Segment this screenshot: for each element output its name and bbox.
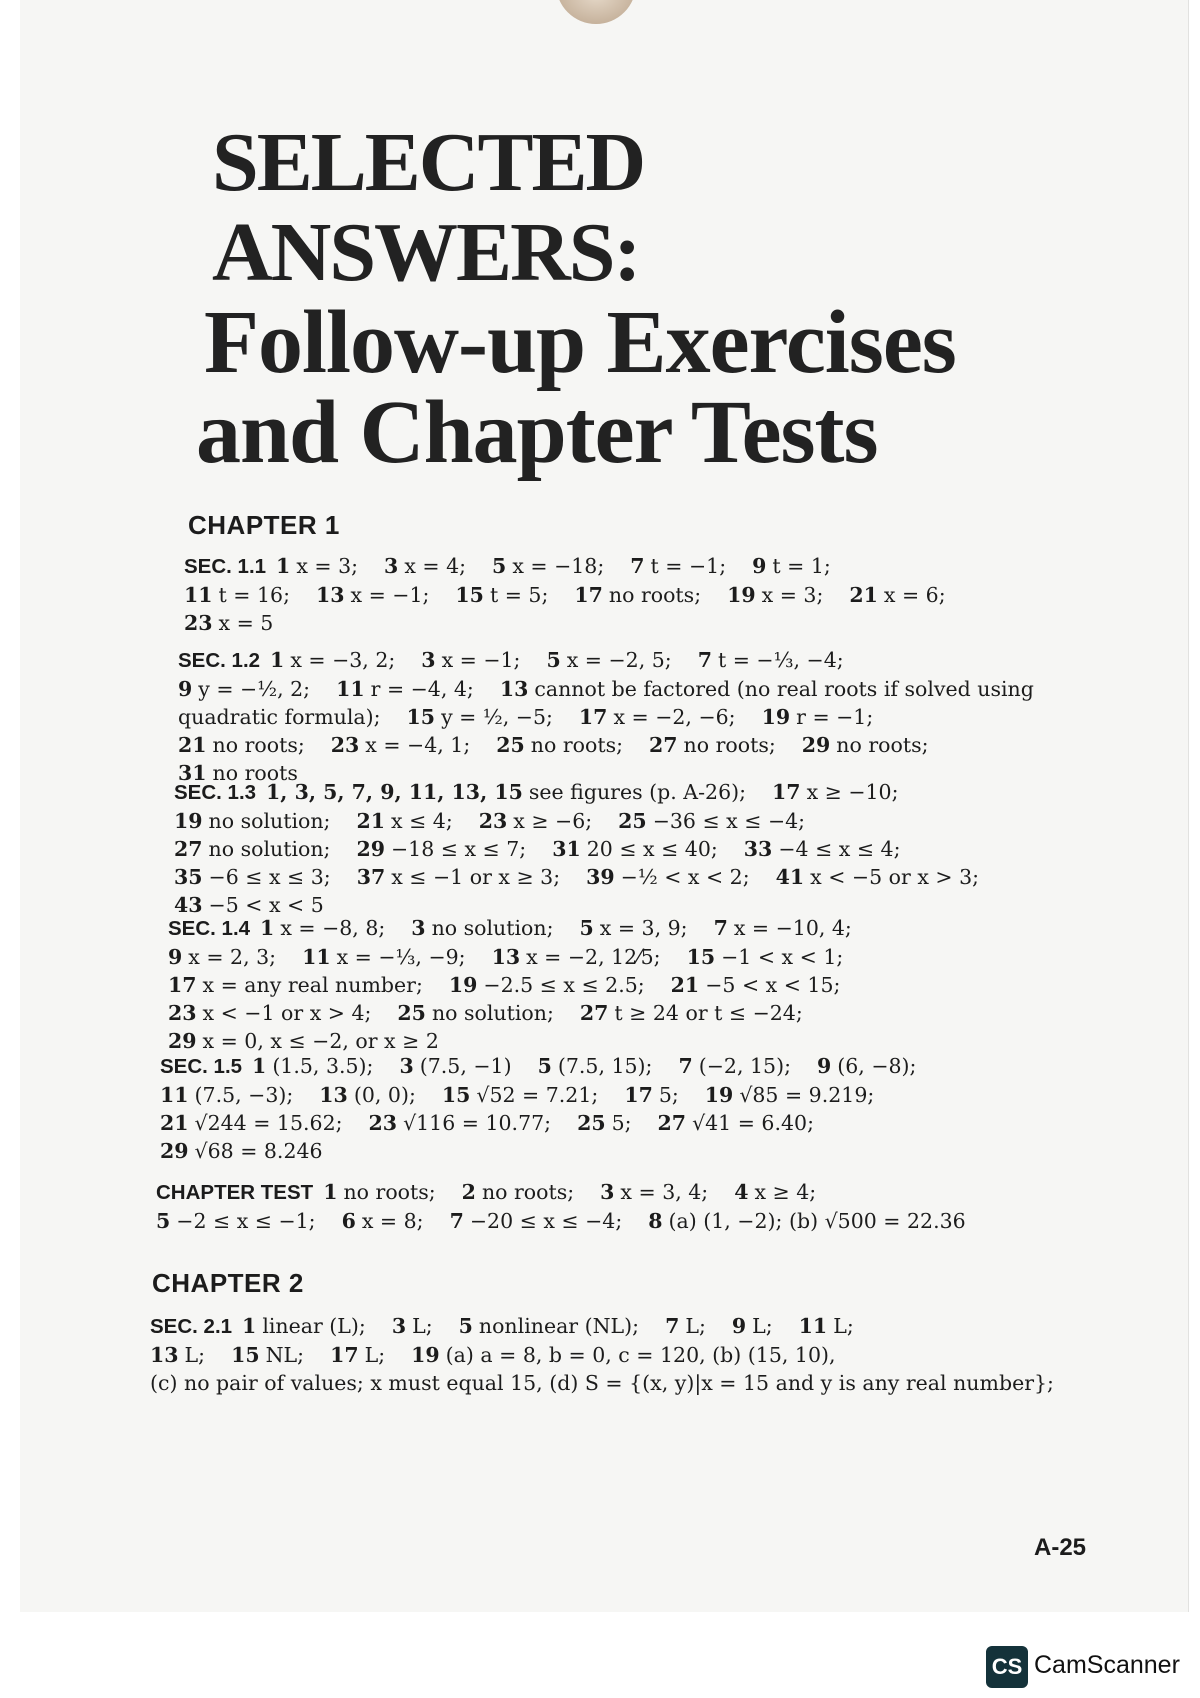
answer: no solution;	[431, 916, 554, 940]
answer-number: 6	[341, 1209, 356, 1233]
answer: no solution;	[208, 837, 331, 861]
answer-number: 13	[499, 677, 529, 701]
answer: x = 3, 9;	[599, 916, 688, 940]
section-2-1	[150, 1312, 1080, 1397]
answer: t = −⅓, −4;	[717, 648, 844, 672]
section-label: SEC. 1.5	[160, 1055, 243, 1078]
answer: x = −8, 8;	[280, 916, 386, 940]
answer: t = −1;	[650, 554, 727, 578]
section-1-3	[174, 778, 1005, 919]
answer-number: 23	[168, 1001, 197, 1025]
answer: no roots;	[481, 1180, 575, 1204]
answer: no solution;	[208, 809, 331, 833]
answer: −36 ≤ x ≤ −4;	[652, 809, 806, 833]
answer-number: 5	[156, 1209, 171, 1233]
answer: x = −2, 5;	[566, 648, 672, 672]
answer: √85 = 9.219;	[739, 1083, 875, 1107]
answer: (c) no pair of values; x must equal 15, (d) S = {(x, y)|x = 15 and y is any real number};	[150, 1371, 1054, 1395]
answer: x = 0, x ≤ −2, or x ≥ 2	[202, 1029, 439, 1053]
answer-number: 17	[578, 705, 608, 729]
answer-number: 29	[168, 1029, 197, 1053]
answer-number: 21	[670, 973, 700, 997]
answer-number: 25	[397, 1001, 426, 1025]
answer: √68 = 8.246	[194, 1139, 323, 1163]
answer-number: 1	[276, 554, 291, 578]
pushpin	[556, 0, 636, 24]
answer-number: 3	[421, 648, 436, 672]
answer: x = −⅓, −9;	[336, 945, 466, 969]
answer: −2.5 ≤ x ≤ 2.5;	[483, 973, 645, 997]
answer: t = 16;	[218, 583, 290, 607]
answer: no roots;	[212, 733, 305, 757]
answer: x ≥ 4;	[754, 1180, 817, 1204]
answer-number: 21	[356, 809, 385, 833]
title-line-2: ANSWERS:	[212, 206, 640, 299]
answer: x = 3;	[296, 554, 359, 578]
answer: x < −1 or x > 4;	[202, 1001, 372, 1025]
answer-number: 4	[734, 1180, 749, 1204]
answer-number: 19	[761, 705, 791, 729]
answer: x < −5 or x > 3;	[810, 865, 980, 889]
answer-number: 1	[242, 1314, 257, 1338]
answer: L;	[685, 1314, 706, 1338]
answer: x = 5	[218, 611, 274, 635]
answer: −5 < x < 15;	[705, 973, 841, 997]
answer-number: 29	[801, 733, 831, 757]
answer-number: 19	[727, 583, 756, 607]
answer-number: 35	[174, 865, 203, 889]
answer: linear (L);	[262, 1314, 366, 1338]
answer: √244 = 15.62;	[194, 1111, 343, 1135]
answer: L;	[364, 1343, 386, 1367]
answer: no roots;	[343, 1180, 436, 1204]
answer-number: 17	[330, 1343, 359, 1367]
answer-number: 31	[178, 761, 207, 785]
answer-number: 3	[384, 554, 399, 578]
answer: no solution;	[431, 1001, 554, 1025]
answer: x = −1;	[441, 648, 521, 672]
answer: 5;	[658, 1083, 679, 1107]
section-label: SEC. 1.2	[178, 649, 261, 672]
answer-number: 15	[406, 705, 436, 729]
answer-number: 23	[330, 733, 360, 757]
answer-number: 17	[574, 583, 603, 607]
answer-number: 7	[630, 554, 645, 578]
answer-number: 13	[315, 583, 345, 607]
answer-number: 15	[441, 1083, 471, 1107]
answer-number: 21	[178, 733, 207, 757]
answer-number: 17	[772, 780, 801, 804]
answer: L;	[833, 1314, 854, 1338]
answer-number: 7	[678, 1054, 693, 1078]
answer: x = 8;	[361, 1209, 424, 1233]
answer: 20 ≤ x ≤ 40;	[586, 837, 718, 861]
answer: x ≥ −6;	[513, 809, 593, 833]
answer-number: 11	[302, 945, 331, 969]
answer: x ≥ −10;	[806, 780, 899, 804]
answer: x = −18;	[512, 554, 605, 578]
answer: x = 6;	[883, 583, 946, 607]
answer-number: 21	[160, 1111, 189, 1135]
answer: 5;	[611, 1111, 632, 1135]
answer-number: 7	[665, 1314, 680, 1338]
page-title	[196, 116, 956, 482]
answer: t ≥ 24 or t ≤ −24;	[614, 1001, 803, 1025]
answer: no roots;	[530, 733, 624, 757]
answer-number: 33	[743, 837, 773, 861]
answer: x = any real number;	[202, 973, 423, 997]
answer-number: 23	[184, 611, 213, 635]
answer: L;	[752, 1314, 773, 1338]
answer-number: 43	[174, 893, 203, 917]
answer-number: 25	[496, 733, 525, 757]
answer-number: 3	[399, 1054, 414, 1078]
answer: see figures (p. A-26);	[528, 780, 747, 804]
answer: L;	[184, 1343, 206, 1367]
section-label: CHAPTER TEST	[156, 1181, 314, 1204]
answer-number: 25	[618, 809, 647, 833]
answer: y = ½, −5;	[441, 705, 553, 729]
answer-number: 15	[686, 945, 716, 969]
answer-number: 9	[816, 1054, 832, 1078]
answer: −½ < x < 2;	[620, 865, 750, 889]
answer-number: 3	[411, 916, 426, 940]
answer: r = −1;	[796, 705, 874, 729]
answer-number: 1	[260, 916, 275, 940]
answer-number: 11	[184, 583, 213, 607]
answer-number: 8	[648, 1209, 663, 1233]
answer: no roots;	[608, 583, 702, 607]
answer-number: 17	[624, 1083, 653, 1107]
answer: (7.5, −3);	[194, 1083, 294, 1107]
answer-number: 19	[448, 973, 478, 997]
answer-number: 1	[323, 1180, 338, 1204]
answer: −2 ≤ x ≤ −1;	[176, 1209, 316, 1233]
section-label: SEC. 1.1	[184, 555, 267, 578]
answer-number: 11	[798, 1314, 828, 1338]
answer-number: 1	[270, 648, 285, 672]
section-label: SEC. 2.1	[150, 1315, 233, 1338]
answer: √52 = 7.21;	[476, 1083, 599, 1107]
answer-number: 27	[579, 1001, 609, 1025]
answer-number: 27	[657, 1111, 687, 1135]
answer-number: 1	[252, 1054, 267, 1078]
answer: cannot be factored (no real roots if solved using	[534, 677, 1034, 701]
answer-number: 11	[336, 677, 365, 701]
answer-number: 15	[231, 1343, 260, 1367]
answer: x = 3, 4;	[620, 1180, 709, 1204]
answer-number: 13	[319, 1083, 348, 1107]
answer: −18 ≤ x ≤ 7;	[391, 837, 527, 861]
page-number: A-25	[1034, 1534, 1087, 1561]
answer-number: 37	[356, 865, 386, 889]
answer: (7.5, 15);	[557, 1054, 653, 1078]
title-line-3: Follow-up Exercises	[204, 293, 956, 392]
answer-number: 27	[649, 733, 678, 757]
answer-number: 7	[697, 648, 712, 672]
answer: (6, −8);	[837, 1054, 917, 1078]
camscanner-logo: CS	[986, 1646, 1028, 1688]
answer-number: 5	[458, 1314, 473, 1338]
answer: −6 ≤ x ≤ 3;	[208, 865, 331, 889]
answer-number: 29	[356, 837, 385, 861]
answer: (1.5, 3.5);	[272, 1054, 374, 1078]
answer: no roots	[212, 761, 298, 785]
answer: −4 ≤ x ≤ 4;	[778, 837, 901, 861]
answer: x = 2, 3;	[188, 945, 277, 969]
answer-number: 5	[546, 648, 561, 672]
answer: (0, 0);	[353, 1083, 416, 1107]
answer-number: 21	[849, 583, 878, 607]
answer: y = −½, 2;	[198, 677, 311, 701]
answer: x = −2, 12⁄5;	[526, 945, 661, 969]
answer-number: 9	[752, 554, 767, 578]
answer-number: 13	[150, 1343, 179, 1367]
answer: (a) (1, −2); (b) √500 = 22.36	[668, 1209, 966, 1233]
answer-number: 27	[174, 837, 203, 861]
answer-number: 15	[455, 583, 484, 607]
answer: x = −4, 1;	[365, 733, 471, 757]
answer: t = 5;	[489, 583, 549, 607]
answer: x ≤ −1 or x ≥ 3;	[391, 865, 561, 889]
section-1-1	[184, 552, 972, 637]
answer-number: 9	[731, 1314, 747, 1338]
answer-number: 19	[704, 1083, 734, 1107]
answer: √41 = 6.40;	[692, 1111, 814, 1135]
answer: x = −2, −6;	[613, 705, 736, 729]
chapter-test	[156, 1178, 992, 1235]
answer-number: 19	[174, 809, 203, 833]
answer: −5 < x < 5	[208, 893, 324, 917]
answer-number: 29	[160, 1139, 189, 1163]
chapter-2-heading: CHAPTER 2	[152, 1268, 304, 1298]
answer-number: 9	[168, 945, 183, 969]
section-label: SEC. 1.4	[168, 917, 251, 940]
answer: NL;	[265, 1343, 305, 1367]
answer-number: 5	[537, 1054, 552, 1078]
answer: x = −3, 2;	[290, 648, 396, 672]
answer: L;	[412, 1314, 433, 1338]
answer-number: 23	[478, 809, 508, 833]
answer-number: 3	[391, 1314, 407, 1338]
answer-number: 2	[461, 1180, 476, 1204]
answer-number: 7	[713, 916, 728, 940]
answer-number: 3	[600, 1180, 615, 1204]
answer: (a) a = 8, b = 0, c = 120, (b) (15, 10),	[445, 1343, 836, 1367]
title-line-1: SELECTED	[212, 116, 645, 209]
answer: −20 ≤ x ≤ −4;	[469, 1209, 623, 1233]
answer: −1 < x < 1;	[721, 945, 844, 969]
answer: x = −1;	[350, 583, 430, 607]
answer: t = 1;	[772, 554, 831, 578]
answer: r = −4, 4;	[370, 677, 474, 701]
answer: x = 3;	[761, 583, 824, 607]
answer-number: 9	[178, 677, 193, 701]
answer-number: 25	[577, 1111, 606, 1135]
answer-number: 39	[586, 865, 615, 889]
camscanner-watermark: CamScanner	[1034, 1651, 1180, 1679]
answer: (−2, 15);	[698, 1054, 791, 1078]
chapter-1-heading: CHAPTER 1	[188, 510, 340, 540]
answer: √116 = 10.77;	[403, 1111, 552, 1135]
answer-number: 23	[368, 1111, 398, 1135]
answer-number: 13	[491, 945, 521, 969]
answer: x = −10, 4;	[733, 916, 852, 940]
section-1-4	[168, 914, 878, 1055]
answer-number: 1, 3, 5, 7, 9, 11, 13, 15	[266, 780, 523, 804]
answer: no roots;	[683, 733, 776, 757]
section-label: SEC. 1.3	[174, 781, 257, 804]
answer: quadratic formula);	[178, 705, 381, 729]
answer-number: 11	[160, 1083, 189, 1107]
answer: nonlinear (NL);	[478, 1314, 640, 1338]
answer-number: 19	[411, 1343, 440, 1367]
answer: x ≤ 4;	[391, 809, 453, 833]
section-1-2	[178, 646, 1060, 787]
answer: x = 4;	[404, 554, 467, 578]
answer: (7.5, −1)	[419, 1054, 512, 1078]
title-line-4: and Chapter Tests	[196, 383, 878, 482]
section-1-5	[160, 1052, 942, 1165]
answer: no roots;	[836, 733, 929, 757]
answer-number: 7	[449, 1209, 464, 1233]
answer-number: 41	[775, 865, 805, 889]
answer-number: 5	[492, 554, 507, 578]
answer-number: 17	[168, 973, 197, 997]
answer-number: 31	[552, 837, 581, 861]
answer-number: 5	[579, 916, 594, 940]
